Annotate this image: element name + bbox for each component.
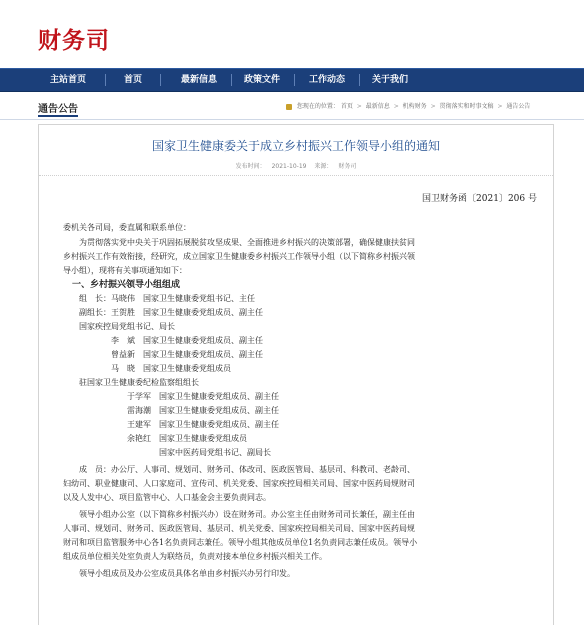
body-line: 组成员单位相关处室负责人为联络员，负责对接本单位乡村振兴相关工作。 [63, 552, 327, 561]
breadcrumb [286, 101, 530, 110]
breadcrumb-item[interactable]: 机构财务 [402, 103, 427, 110]
article-panel [38, 124, 554, 625]
body-line: 领导小组成员及办公室成员具体名单由乡村振兴办另行印发。 [63, 569, 295, 578]
body-line: 以及人发中心、项目监管中心、人口基金会主要负责同志。 [63, 493, 271, 502]
body-line: 委机关各司局，委直属和联系单位： [63, 223, 191, 232]
article-meta [39, 161, 553, 170]
body-line: 雷海潮 国家卫生健康委党组成员、副主任 [63, 406, 279, 415]
home-icon [286, 104, 292, 110]
nav-item-home[interactable]: 首页 [124, 75, 143, 85]
nav-item-latest[interactable]: 最新信息 [181, 75, 218, 85]
nav-separator [294, 74, 295, 86]
body-line: 成 员：办公厅、人事司、规划司、财务司、体改司、医政医管局、基层司、科教司、老龄司、 [63, 465, 415, 474]
body-line: 曾益新 国家卫生健康委党组成员、副主任 [63, 350, 263, 359]
nav-separator [160, 74, 161, 86]
nav-separator [359, 74, 360, 86]
body-line: 为贯彻落实党中央关于巩固拓展脱贫攻坚成果、全面推进乡村振兴的决策部署，确保健康扶贫同 [63, 238, 415, 247]
article-source: 财务司 [338, 163, 357, 170]
section-title: 通告公告 [38, 104, 78, 115]
document-number: 国卫财务函〔2021〕206 号 [422, 194, 537, 204]
site-header [0, 0, 584, 67]
body-line: 李 斌 国家卫生健康委党组成员、副主任 [63, 336, 263, 345]
body-line: 驻国家卫生健康委纪检监察组组长 [63, 378, 199, 387]
date-label: 发布时间： [235, 163, 266, 170]
body-line: 组 长：马晓伟 国家卫生健康委党组书记、主任 [63, 294, 255, 303]
title-divider [39, 175, 553, 176]
publish-date: 2021-10-19 [271, 163, 307, 170]
nav-item-policy[interactable]: 政策文件 [244, 75, 281, 85]
nav-item-work[interactable]: 工作动态 [309, 75, 346, 85]
article-title: 国家卫生健康委关于成立乡村振兴工作领导小组的通知 [151, 139, 440, 153]
body-line: 于学军 国家卫生健康委党组成员、副主任 [63, 392, 279, 401]
body-line: 王建军 国家卫生健康委党组成员、副主任 [63, 420, 279, 429]
section-heading: 一、乡村振兴领导小组组成 [63, 280, 181, 290]
body-line: 国家疾控局党组书记、局长 [63, 322, 175, 331]
main-nav [0, 68, 584, 92]
body-line: 财司和项目监管服务中心各1名负责同志兼任。领导小组其他成员单位1名负责同志兼任成员。领导小 [63, 538, 418, 547]
nav-item-main-home[interactable]: 主站首页 [50, 75, 87, 85]
breadcrumb-item[interactable]: 通告公告 [506, 103, 531, 110]
section-bar [0, 93, 584, 120]
breadcrumb-item[interactable]: 贯彻落实和时事文稿 [439, 103, 494, 110]
body-line: 人事司、规划司、财务司、医政医管局、基层司、机关党委、国家疾控局相关司局、国家中医药局规 [63, 524, 415, 533]
breadcrumb-separator: > [430, 103, 436, 110]
body-line: 余艳红 国家卫生健康委党组成员 [63, 434, 247, 443]
breadcrumb-separator: > [393, 103, 399, 110]
breadcrumb-item[interactable]: 首页 [340, 103, 353, 110]
body-line: 副组长：王贺胜 国家卫生健康委党组成员、副主任 [63, 308, 263, 317]
body-line: 妇幼司、职业健康司、人口家庭司、宣传司、机关党委、国家疾控局相关司局、国家中医药局规财司 [63, 479, 415, 488]
nav-separator [105, 74, 106, 86]
source-label: 来源： [314, 163, 333, 170]
nav-separator [231, 74, 232, 86]
section-underline [38, 115, 78, 117]
breadcrumb-prefix: 您现在的位置： [296, 103, 339, 110]
site-logo[interactable]: 财务司 [38, 27, 110, 54]
breadcrumb-separator: > [497, 103, 503, 110]
body-line: 国家中医药局党组书记、副局长 [63, 448, 271, 457]
breadcrumb-item[interactable]: 最新信息 [365, 103, 390, 110]
breadcrumb-separator: > [356, 103, 362, 110]
body-line: 乡村振兴工作有效衔接，经研究，成立国家卫生健康委乡村振兴工作领导小组（以下简称乡村振兴领 [63, 252, 415, 261]
body-line: 马 晓 国家卫生健康委党组成员 [63, 364, 231, 373]
nav-item-about[interactable]: 关于我们 [372, 75, 409, 85]
body-line: 领导小组办公室（以下简称乡村振兴办）设在财务司。办公室主任由财务司司长兼任，副主任由 [63, 510, 415, 519]
body-line: 导小组），现将有关事项通知如下： [63, 266, 187, 275]
